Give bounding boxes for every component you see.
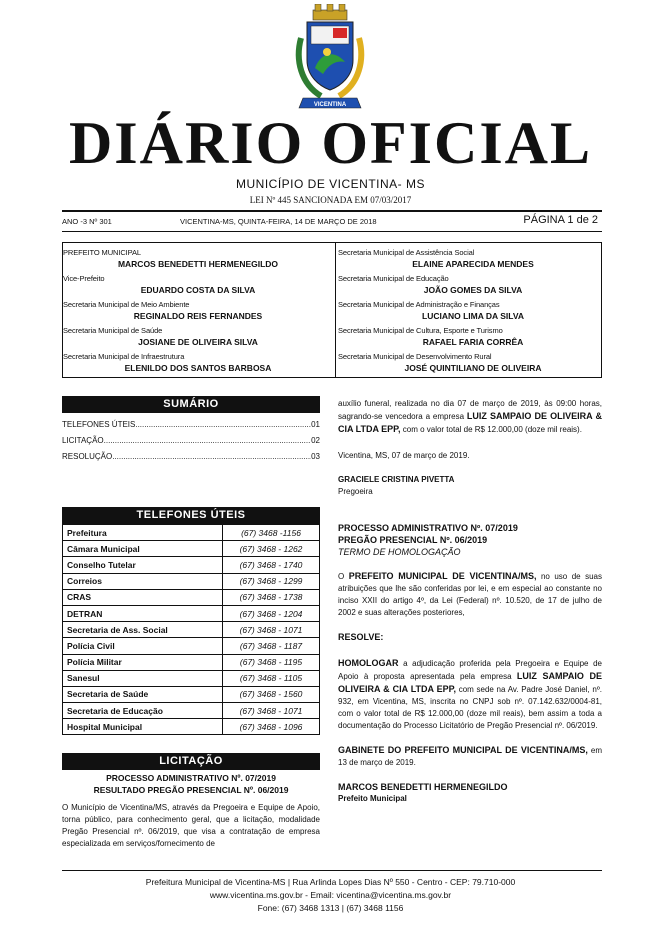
telefones-table	[62, 524, 320, 735]
issue-number: ANO -3 Nº 301	[62, 217, 112, 226]
contact-name: Hospital Municipal	[63, 719, 223, 735]
contact-name: Prefeitura	[63, 525, 223, 541]
telefones-section	[62, 507, 320, 735]
official-name: JOSÉ QUINTILIANO DE OLIVEIRA	[404, 363, 542, 373]
officials-box	[62, 242, 602, 378]
contact-phone: (67) 3468 - 1071	[223, 703, 320, 719]
table-row	[63, 703, 320, 719]
paragraph: HOMOLOGAR a adjudicação proferida pela Pregoeira e Equipe de Apoio à proposta apresentada pela empresa LUIZ SAMPAIO DE OLIVEIRA & CIA LTDA EPP, com sede na Av. Padre José Daniel, nº. 932, em Vicentina, MS, inscrita no CNPJ sob nº. 07.142.632/0004-81, com o valor total de R$ 12.000,00 (doze mil reais), bem assim a toda a documentação do Processo Licitatório de Pregão Presencial nº. 06/2019.	[338, 658, 603, 730]
official-entry	[338, 273, 608, 299]
issue-date: VICENTINA-MS, QUINTA-FEIRA, 14 DE MARÇO DE 2018	[180, 217, 377, 226]
sumario-heading: SUMÁRIO	[62, 396, 320, 413]
official-role: Secretaria Municipal de Administração e Finanças	[338, 300, 500, 309]
contact-phone: (67) 3468 - 1187	[223, 638, 320, 654]
table-row	[63, 525, 320, 541]
table-row	[63, 670, 320, 686]
sumario-item[interactable]	[62, 433, 320, 449]
contact-phone: (67) 3468 - 1740	[223, 557, 320, 573]
official-name: JOÃO GOMES DA SILVA	[423, 285, 523, 295]
table-row	[63, 719, 320, 735]
sumario-label: RESOLUÇÃO	[62, 452, 113, 461]
resolve-heading: RESOLVE:	[338, 632, 384, 642]
dot-leader	[135, 417, 311, 433]
sumario-item[interactable]	[62, 449, 320, 465]
official-entry	[63, 325, 333, 351]
official-name: ELAINE APARECIDA MENDES	[412, 259, 534, 269]
contact-phone: (67) 3468 - 1195	[223, 654, 320, 670]
table-row	[63, 589, 320, 605]
official-role: Secretaria Municipal de Desenvolvimento Rural	[338, 352, 492, 361]
official-role: PREFEITO MUNICIPAL	[63, 248, 141, 257]
paragraph: O PREFEITO MUNICIPAL DE VICENTINA/MS, no uso de suas atribuições que lhe são conferidas por lei, e em especial ao constante no inciso XXII do artigo 4º, da Lei (Federal) nº. 10.520, de 17 de julho de 2002 e suas alterações posteriores,	[338, 571, 603, 617]
lei-reference: LEI Nº 445 SANCIONADA EM 07/03/2017	[249, 195, 412, 205]
municipio-name: MUNICÍPIO DE VICENTINA- MS	[235, 177, 425, 191]
official-role: Secretaria Municipal de Infraestrutura	[63, 352, 185, 361]
sumario-section	[62, 396, 320, 465]
footer-address: Prefeitura Municipal de Vicentina-MS | Rua Arlinda Lopes Dias Nº 550 - Centro - CEP: 79.710-000	[145, 877, 516, 887]
contact-name: CRAS	[63, 589, 223, 605]
svg-text:VICENTINA: VICENTINA	[313, 102, 347, 108]
officials-left-column	[63, 247, 333, 377]
licitacao-result-title: RESULTADO PREGÃO PRESENCIAL Nº. 06/2019	[93, 785, 289, 795]
official-entry	[338, 351, 608, 377]
contact-name: Secretaria de Saúde	[63, 686, 223, 702]
footer-web[interactable]: www.vicentina.ms.gov.br - Email: vicentina@vicentina.ms.gov.br	[209, 890, 452, 900]
signer-name: GRACIELE CRISTINA PIVETTA	[338, 475, 455, 484]
signer-role: Pregoeira	[338, 487, 373, 496]
contact-name: Polícia Civil	[63, 638, 223, 654]
contact-phone: (67) 3468 - 1096	[223, 719, 320, 735]
sumario-item[interactable]	[62, 417, 320, 433]
official-name: EDUARDO COSTA DA SILVA	[140, 285, 256, 295]
official-role: Secretaria Municipal de Educação	[338, 274, 449, 283]
footer	[0, 876, 661, 915]
official-role: Secretaria Municipal de Cultura, Esporte e Turismo	[338, 326, 503, 335]
official-name: LUCIANO LIMA DA SILVA	[422, 311, 524, 321]
table-row	[63, 638, 320, 654]
official-name: RAFAEL FARIA CORRÊA	[422, 337, 524, 347]
contact-name: Polícia Militar	[63, 654, 223, 670]
official-role: Vice-Prefeito	[63, 274, 105, 283]
telefones-heading: TELEFONES ÚTEIS	[62, 507, 320, 524]
licitacao-heading: LICITAÇÃO	[62, 753, 320, 770]
sumario-page: 01	[311, 420, 320, 429]
gabinete-line: GABINETE DO PREFEITO MUNICIPAL DE VICENTINA/MS, em 13 de março de 2019.	[338, 745, 602, 767]
sumario-page: 02	[311, 436, 320, 445]
contact-name: Conselho Tutelar	[63, 557, 223, 573]
column-divider	[335, 243, 336, 377]
official-name: MARCOS BENEDETTI HERMENEGILDO	[117, 259, 279, 269]
contact-phone: (67) 3468 -1156	[223, 525, 320, 541]
table-row	[63, 541, 320, 557]
contact-phone: (67) 3468 - 1105	[223, 670, 320, 686]
local-date: Vicentina, MS, 07 de março de 2019.	[338, 451, 470, 460]
footer-phone: Fone: (67) 3468 1313 | (67) 3468 1156	[257, 903, 404, 913]
sumario-label: LICITAÇÃO	[62, 436, 104, 445]
process-heading: PROCESSO ADMINISTRATIVO Nº. 07/2019	[338, 523, 518, 533]
contact-name: DETRAN	[63, 605, 223, 621]
divider	[62, 870, 602, 871]
sumario-label: TELEFONES ÚTEIS	[62, 420, 136, 429]
contact-name: Sanesul	[63, 670, 223, 686]
official-name: REGINALDO REIS FERNANDES	[133, 311, 263, 321]
contact-name: Secretaria de Ass. Social	[63, 622, 223, 638]
process-subheading: TERMO DE HOMOLOGAÇÃO	[338, 547, 461, 557]
paragraph: auxílio funeral, realizada no dia 07 de março de 2019, às 09:00 horas, sagrando-se vencedora a empresa LUIZ SAMPAIO DE OLIVEIRA & CIA LTDA EPP, com o valor total de R$ 12.000,00 (doze mil reais).	[338, 399, 602, 434]
table-row	[63, 622, 320, 638]
official-name: JOSIANE DE OLIVEIRA SILVA	[138, 337, 258, 347]
dot-leader	[104, 433, 311, 449]
contact-phone: (67) 3468 - 1299	[223, 573, 320, 589]
divider	[62, 231, 602, 232]
official-role: Secretaria Municipal de Meio Ambiente	[63, 300, 190, 309]
official-entry	[63, 351, 333, 377]
table-row	[63, 557, 320, 573]
official-entry	[63, 273, 333, 299]
official-entry	[338, 325, 608, 351]
contact-name: Câmara Municipal	[63, 541, 223, 557]
signer-name: MARCOS BENEDETTI HERMENEGILDO	[338, 782, 508, 792]
licitacao-body: O Município de Vicentina/MS, através da Pregoeira e Equipe de Apoio, torna público, para conhecimento geral, que a licitação, modalidade Pregão Presencial nº. 06/2019, que visa a contratação de empresa especializada em serviços/fornecimento de	[62, 803, 320, 848]
licitacao-process-title: PROCESSO ADMINISTRATIVO Nº. 07/2019	[106, 773, 276, 783]
official-entry	[338, 247, 608, 273]
contact-phone: (67) 3468 - 1204	[223, 605, 320, 621]
table-row	[63, 605, 320, 621]
divider	[62, 210, 602, 212]
contact-phone: (67) 3468 - 1071	[223, 622, 320, 638]
issue-meta-bar	[62, 214, 602, 230]
right-column	[338, 398, 602, 805]
sumario-page: 03	[311, 452, 320, 461]
newspaper-title: DIÁRIO OFICIAL	[68, 110, 593, 176]
licitacao-section	[62, 753, 320, 850]
page-indicator: PÁGINA 1 de 2	[523, 214, 598, 226]
contact-phone: (67) 3468 - 1262	[223, 541, 320, 557]
coat-of-arms-logo	[293, 4, 367, 116]
officials-right-column	[338, 247, 608, 377]
contact-phone: (67) 3468 - 1560	[223, 686, 320, 702]
dot-leader	[112, 449, 311, 465]
official-role: Secretaria Municipal de Saúde	[63, 326, 163, 335]
official-entry	[63, 299, 333, 325]
table-row	[63, 573, 320, 589]
official-name: ELENILDO DOS SANTOS BARBOSA	[124, 363, 272, 373]
official-entry	[338, 299, 608, 325]
table-row	[63, 686, 320, 702]
process-heading: PREGÃO PRESENCIAL Nº. 06/2019	[338, 535, 488, 545]
signer-role: Prefeito Municipal	[338, 794, 407, 803]
table-row	[63, 654, 320, 670]
contact-name: Secretaria de Educação	[63, 703, 223, 719]
contact-name: Correios	[63, 573, 223, 589]
contact-phone: (67) 3468 - 1738	[223, 589, 320, 605]
official-entry	[63, 247, 333, 273]
official-role: Secretaria Municipal de Assistência Social	[338, 248, 475, 257]
